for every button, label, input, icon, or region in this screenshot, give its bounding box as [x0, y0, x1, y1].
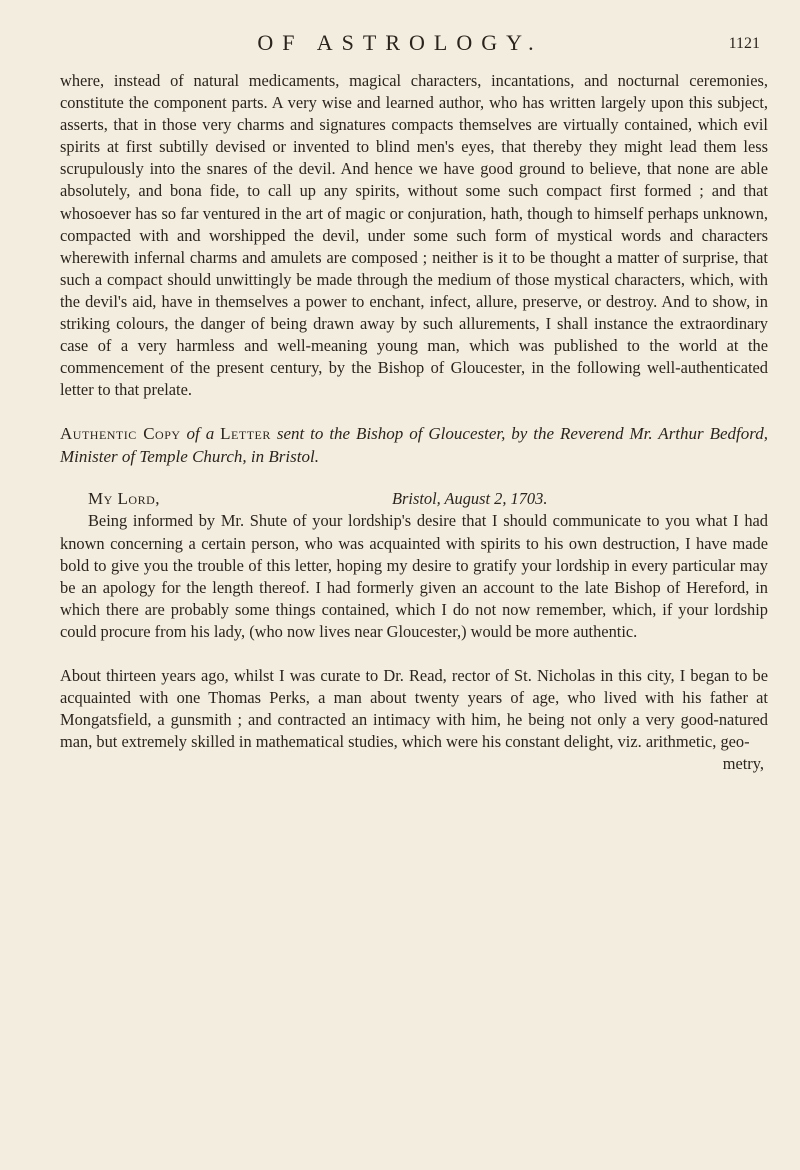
intro-paragraph: where, instead of natural medicaments, magical characters, incantations, and nocturnal ceremonies, constitute the component parts. A very wise and learned author, who has written largely upon this subject, asserts, that in those very charms and signatures compacts themselves are virtually contained, which evil spirits at first subtilly devised or invented to blind men's eyes, that thereby they might lead them less scrupulously into the snares of the devil. And hence we have good ground to believe, that none are able absolutely, and bona fide, to call up any spirits, without some such compact first formed ; and that whosoever has so far ventured in the art of magic or conjuration, hath, though to himself perhaps unknown, compacted with and worshipped the devil, under some such form of mystical words and characters wherewith infernal charms and amulets are composed ; neither is it to be thought a matter of surprise, that such a compact should unwittingly be made through the medium of those mystical characters, which, with the devil's aid, have in themselves a power to enchant, infect, allure, preserve, or destroy. And to show, in striking colours, the danger of being drawn away by such allurements, I shall instance the extraordinary case of a very harmless and well-meaning young man, which was published to the world at the commencement of the present century, by the Bishop of Gloucester, in the following well-authenticated letter to that prelate. — [60, 71, 768, 400]
catchword: metry, — [722, 754, 764, 774]
page-number: 1121 — [728, 35, 760, 52]
heading-authentic-copy: Authentic Copy — [60, 424, 181, 444]
letter-paragraph-1: Being informed by Mr. Shute of your lordship's desire that I should communicate to you what I had known concerning a certain person, who was acquainted with spirits to his own destruction, I have made bold to give you the trouble of this letter, hoping my desire to gratify your lordship in every particular may be an apology for the length thereof. I had formerly given an account to the late Bishop of Hereford, in which there are probably some things contained, which I do not now remember, which, if your lordship could procure from his lady, (who now lives near Gloucester,) would be more authentic. — [60, 511, 768, 641]
running-title: OF ASTROLOGY. — [257, 30, 543, 55]
heading-letter: Letter — [220, 424, 271, 444]
letter-heading — [60, 423, 768, 468]
letter-paragraph-2: About thirteen years ago, whilst I was curate to Dr. Read, rector of St. Nicholas in this city, I began to be acquainted with one Thomas Perks, a man about twenty years of age, who lived with his father at Mongatsfield, a gunsmith ; and contracted an intimacy with him, he being not only a very good-natured man, but extremely skilled in mathematical studies, which were his constant delight, viz. arithmetic, geo- — [60, 665, 768, 752]
dateline: Bristol, August 2, 1703. — [392, 489, 548, 509]
body-text — [60, 70, 768, 775]
salutation: My Lord, — [88, 489, 161, 509]
heading-rest: sent to the Bishop of Gloucester, by the Reverend Mr. Arthur Bedford, Minister of Temple Church, in Bristol. — [60, 424, 768, 466]
salutation-line — [60, 488, 768, 510]
heading-of-a: of a — [186, 424, 215, 444]
running-head — [100, 28, 760, 58]
